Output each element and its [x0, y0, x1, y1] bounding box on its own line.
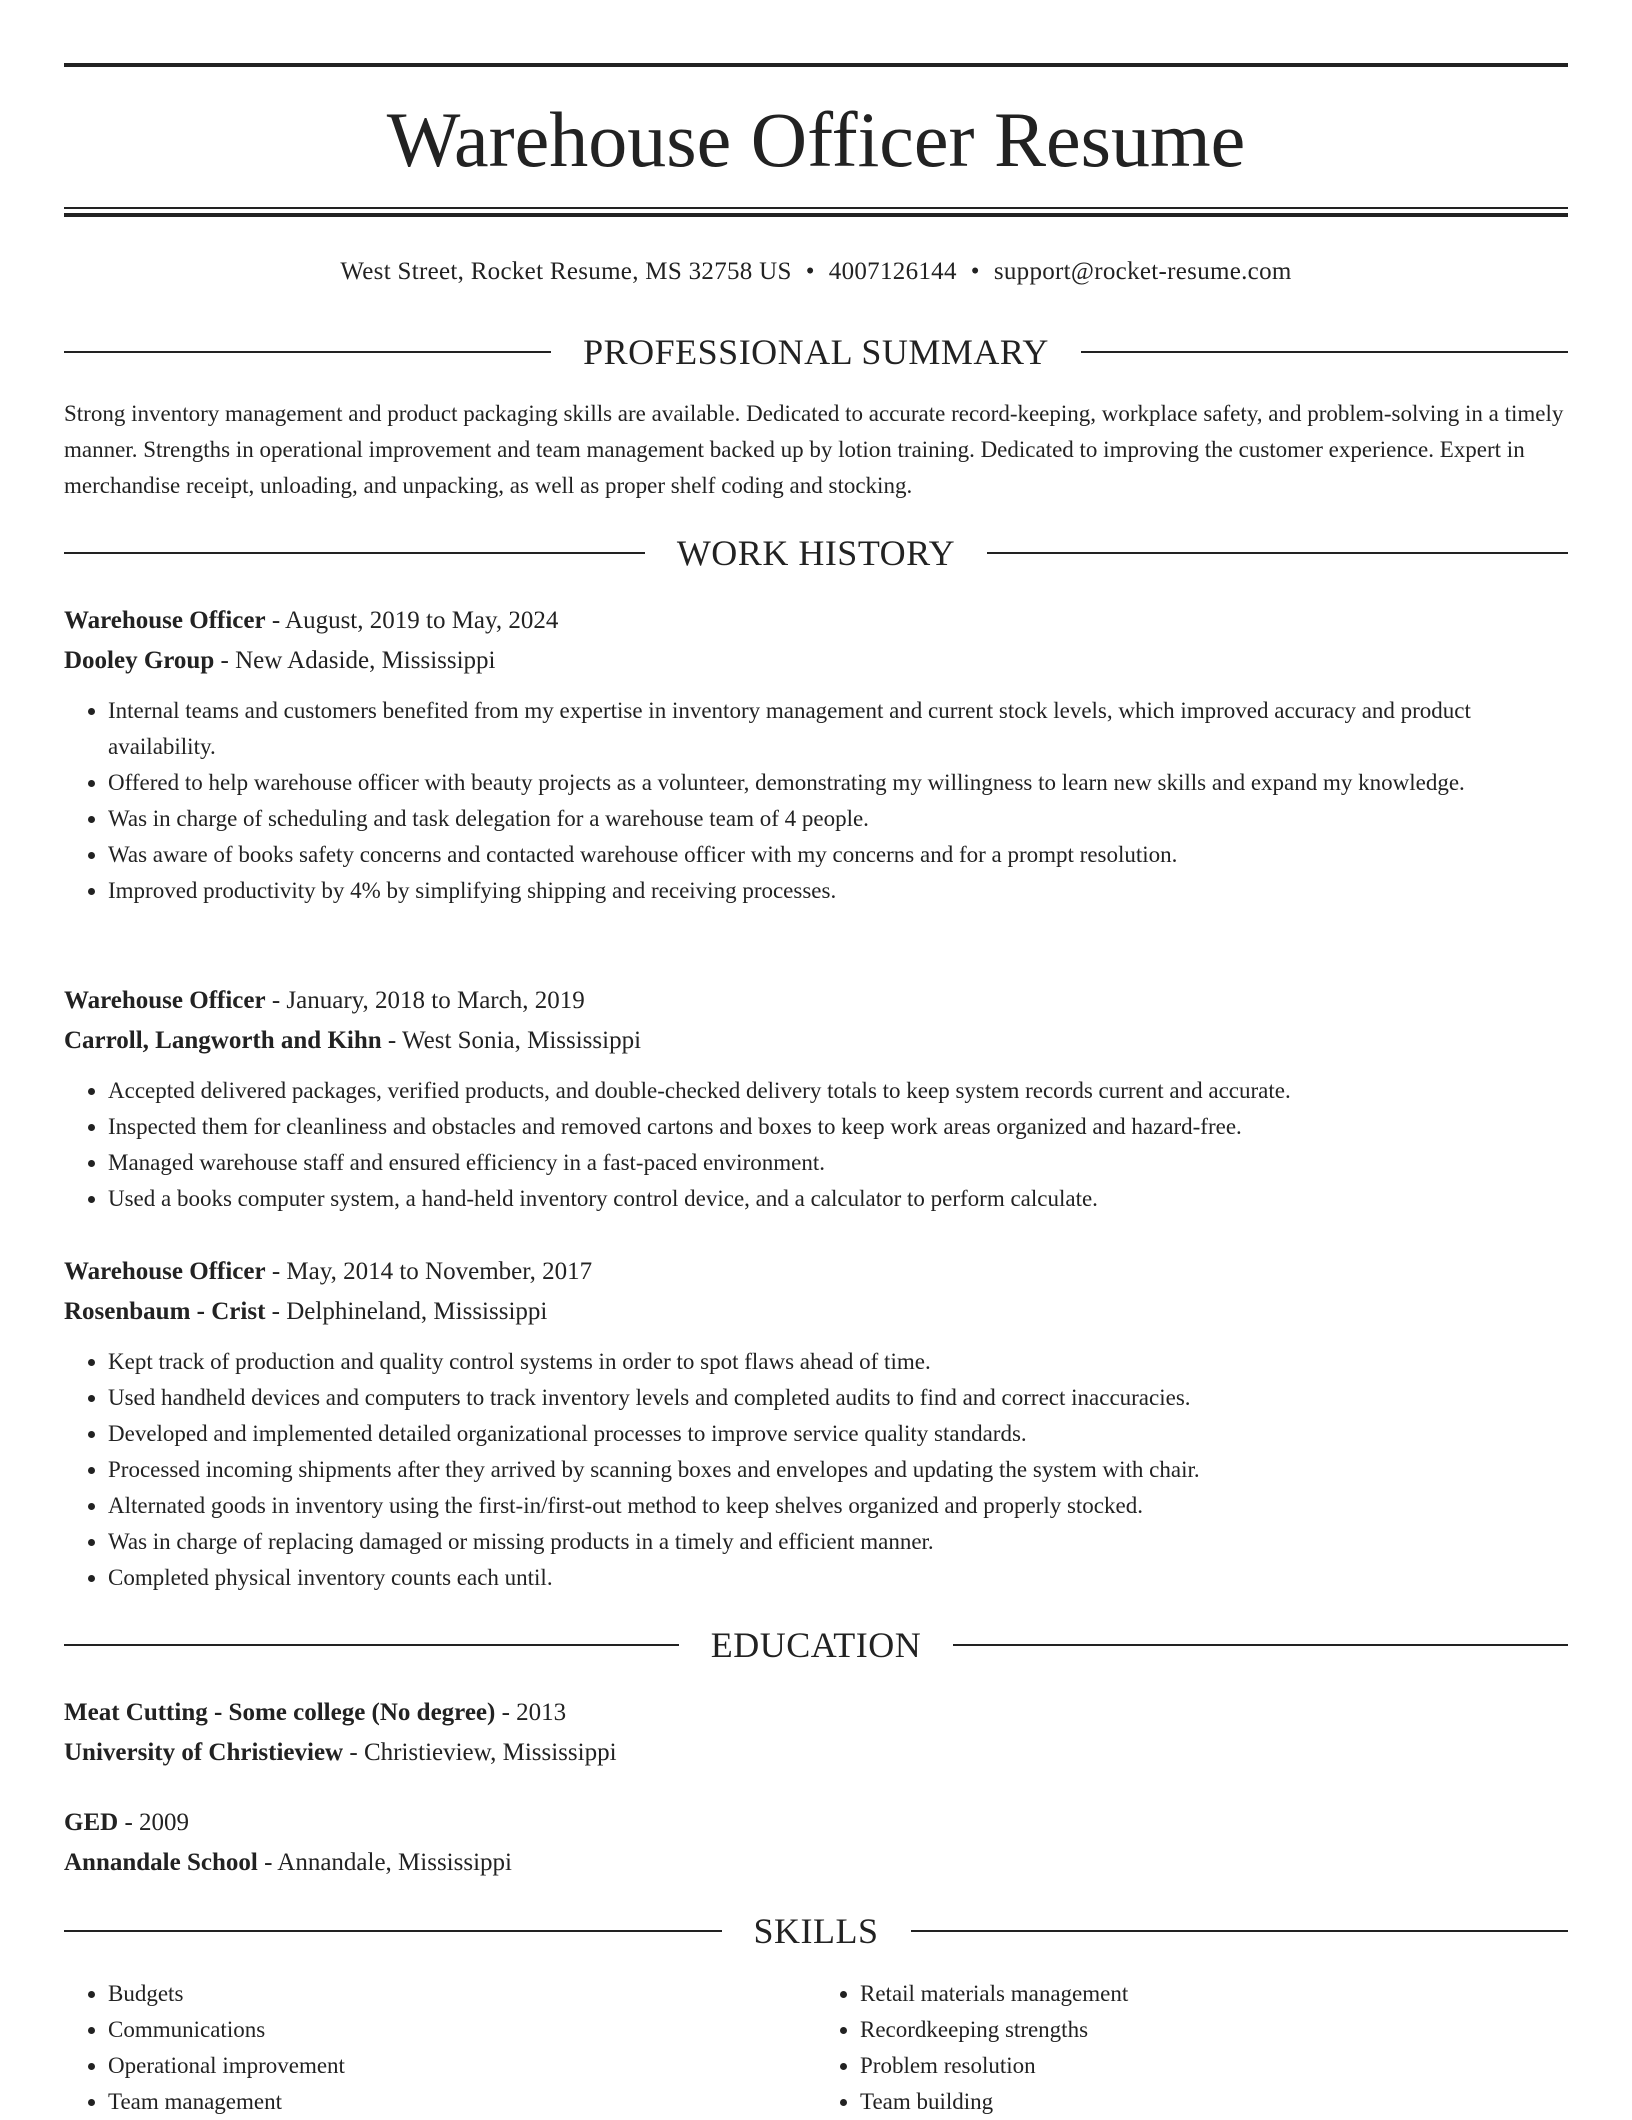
section-heading-skills	[64, 1909, 1568, 1953]
job-bullet: • Developed and implemented detailed organizational processes to improve service quality standards.	[108, 1416, 1568, 1452]
title-double-divider	[64, 207, 1568, 217]
education-year: - 2009	[118, 1809, 190, 1836]
job-bullet: • Completed physical inventory counts each until.	[108, 1560, 1568, 1596]
job-dates: - January, 2018 to March, 2019	[265, 987, 585, 1014]
skills-list	[64, 1976, 1568, 2120]
job-company-line	[64, 1021, 1568, 1061]
job-entry	[64, 601, 1568, 909]
section-heading-summary	[64, 330, 1568, 374]
job-bullet: • Processed incoming shipments after they arrived by scanning boxes and envelopes and updating the system with chair.	[108, 1452, 1568, 1488]
job-entry	[64, 981, 1568, 1217]
summary-text: Strong inventory management and product packaging skills are available. Dedicated to accurate record-keeping, workplace safety, and problem-solving in a timely manner. Strengths in operational improvement and team management backed up by lotion training. Dedicated to improving the customer experience. Expert in merchandise receipt, unloading, and unpacking, as well as proper shelf coding and stocking.	[64, 401, 1564, 498]
heading-rule	[64, 1930, 722, 1932]
contact-line	[64, 252, 1568, 292]
job-bullets	[64, 693, 1568, 909]
section-heading-education	[64, 1623, 1568, 1667]
job-dates: - May, 2014 to November, 2017	[265, 1258, 593, 1285]
job-location: - Delphineland, Mississippi	[265, 1298, 548, 1325]
section-heading-label: SKILLS	[753, 1911, 879, 1951]
job-bullet: • Inspected them for cleanliness and obstacles and removed cartons and boxes to keep work areas organized and hazard-free.	[108, 1109, 1568, 1145]
job-location: - New Adaside, Mississippi	[214, 647, 496, 674]
section-heading-work-history	[64, 531, 1568, 575]
job-company: Carroll, Langworth and Kihn	[64, 1027, 382, 1054]
contact-separator: •	[805, 258, 815, 285]
job-bullet: • Internal teams and customers benefited from my expertise in inventory management and current stock levels, which improved accuracy and product availability.	[108, 693, 1568, 765]
education-degree-line	[64, 1803, 1568, 1843]
page-title: Warehouse Officer Resume	[386, 96, 1246, 183]
job-title-line	[64, 1252, 1568, 1292]
skill-item: • Operational improvement	[108, 2048, 816, 2084]
job-entry	[64, 1252, 1568, 1596]
heading-rule	[1081, 351, 1568, 353]
contact-address: West Street, Rocket Resume, MS 32758 US	[340, 258, 792, 285]
job-location: - West Sonia, Mississippi	[381, 1027, 642, 1054]
job-title: Warehouse Officer	[64, 1258, 266, 1285]
section-heading-label: EDUCATION	[710, 1625, 922, 1665]
top-divider	[64, 63, 1568, 67]
skill-item: • Team management	[108, 2084, 816, 2120]
education-entry	[64, 1803, 1568, 1883]
education-school: University of Christieview	[64, 1739, 344, 1766]
skill-item: • Recordkeeping strengths	[860, 2012, 1568, 2048]
contact-phone: 4007126144	[828, 258, 957, 285]
skill-item: • Retail materials management	[860, 1976, 1568, 2012]
job-bullets	[64, 1073, 1568, 1217]
skill-item: • Team building	[860, 2084, 1568, 2120]
job-bullet: • Was in charge of replacing damaged or missing products in a timely and efficient manner.	[108, 1524, 1568, 1560]
job-bullet: • Alternated goods in inventory using the first-in/first-out method to keep shelves organized and properly stocked.	[108, 1488, 1568, 1524]
education-year: - 2013	[495, 1699, 567, 1726]
education-location: - Christieview, Mississippi	[343, 1739, 617, 1766]
summary-block	[64, 396, 1568, 504]
job-bullet: • Was aware of books safety concerns and contacted warehouse officer with my concerns and for a prompt resolution.	[108, 837, 1568, 873]
heading-rule	[953, 1644, 1568, 1646]
job-dates: - August, 2019 to May, 2024	[265, 607, 559, 634]
skill-item: • Communications	[108, 2012, 816, 2048]
heading-rule	[911, 1930, 1569, 1932]
contact-email: support@rocket-resume.com	[993, 258, 1292, 285]
job-title-line	[64, 981, 1568, 1021]
section-heading-label: PROFESSIONAL SUMMARY	[583, 332, 1049, 372]
job-company: Rosenbaum - Crist	[64, 1298, 266, 1325]
education-degree: GED	[64, 1809, 119, 1836]
job-bullet: • Accepted delivered packages, verified products, and double-checked delivery totals to keep system records current and accurate.	[108, 1073, 1568, 1109]
education-school-line	[64, 1843, 1568, 1883]
job-title: Warehouse Officer	[64, 607, 266, 634]
heading-rule	[64, 351, 551, 353]
job-company-line	[64, 1292, 1568, 1332]
job-title-line	[64, 601, 1568, 641]
job-bullet: • Kept track of production and quality control systems in order to spot flaws ahead of time.	[108, 1344, 1568, 1380]
section-heading-label: WORK HISTORY	[676, 533, 956, 573]
job-title: Warehouse Officer	[64, 987, 266, 1014]
job-bullets	[64, 1344, 1568, 1596]
job-bullet: • Used a books computer system, a hand-held inventory control device, and a calculator to perform calculate.	[108, 1181, 1568, 1217]
job-company-line	[64, 641, 1568, 681]
skill-item: • Budgets	[108, 1976, 816, 2012]
heading-rule	[64, 1644, 679, 1646]
skills-column-right	[816, 1976, 1568, 2120]
job-bullet: • Managed warehouse staff and ensured efficiency in a fast-paced environment.	[108, 1145, 1568, 1181]
skill-item: • Problem resolution	[860, 2048, 1568, 2084]
education-entry	[64, 1693, 1568, 1773]
education-location: - Annandale, Mississippi	[257, 1849, 512, 1876]
job-bullet: • Was in charge of scheduling and task delegation for a warehouse team of 4 people.	[108, 801, 1568, 837]
skills-column-left	[64, 1976, 816, 2120]
education-degree-line	[64, 1693, 1568, 1733]
education-degree: Meat Cutting - Some college (No degree)	[64, 1699, 496, 1726]
contact-separator: •	[970, 258, 980, 285]
job-company: Dooley Group	[64, 647, 215, 674]
job-bullet: • Used handheld devices and computers to track inventory levels and completed audits to find and correct inaccuracies.	[108, 1380, 1568, 1416]
heading-rule	[987, 552, 1568, 554]
education-school-line	[64, 1733, 1568, 1773]
education-school: Annandale School	[64, 1849, 258, 1876]
job-bullet: • Offered to help warehouse officer with beauty projects as a volunteer, demonstrating my willingness to learn new skills and expand my knowledge.	[108, 765, 1568, 801]
heading-rule	[64, 552, 645, 554]
job-bullet: • Improved productivity by 4% by simplifying shipping and receiving processes.	[108, 873, 1568, 909]
